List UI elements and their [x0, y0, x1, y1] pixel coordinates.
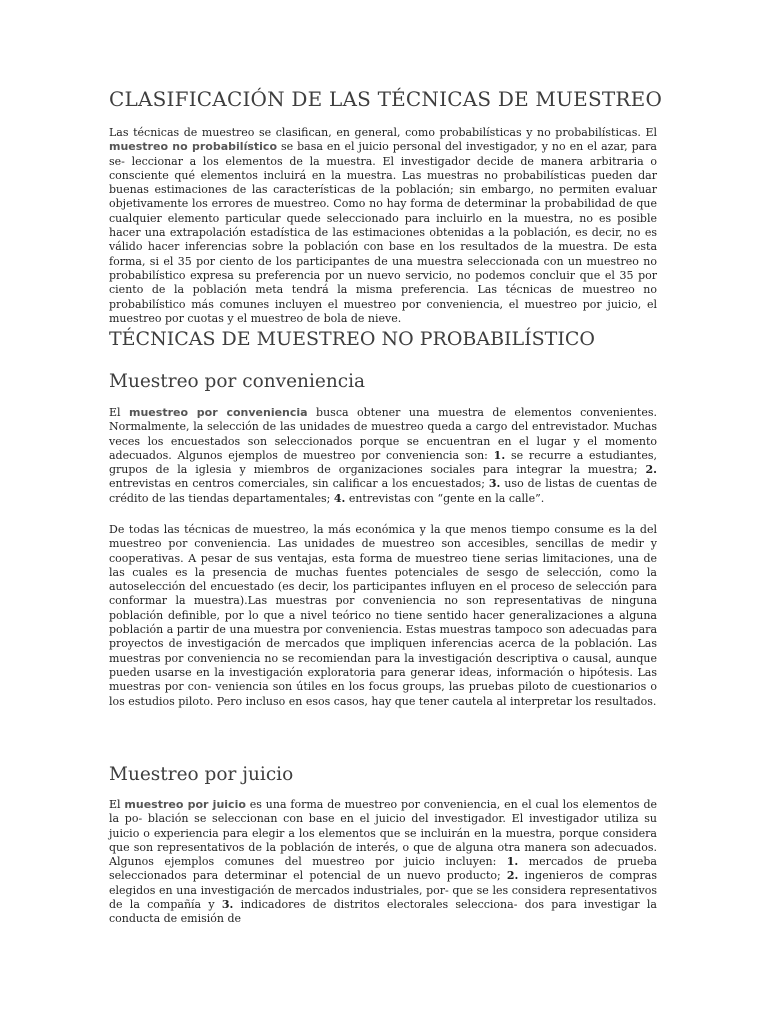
- juicio-paragraph: [109, 798, 657, 927]
- juicio-text-b: es una forma de muestreo por conveniencia, en el cual los elementos de la po- blación se seleccionan con base en el juicio del investigador. El investigador utiliza su juicio o experiencia para elegir a los elementos que se incluirán en la muestra, porque considera que son representativos de la población de interés, o que de alguna otra manera son adecuados. Algunos ejemplos comunes del muestreo por juicio incluyen:: [109, 798, 657, 869]
- conveniencia-paragraph-2: De todas las técnicas de muestreo, la más económica y la que menos tiempo consume es la del muestreo por conveniencia. Las unidades de muestreo son accesibles, sencillas de medir y cooperativas. A pesar de sus ventajas, esta forma de muestreo tiene serias limitaciones, una de las cuales es la presencia de muchas fuentes potenciales de sesgo de selección, como la autoselección del encuestado (es decir, los participantes influyen en el proceso de selección para conformar la muestra).Las muestras por conveniencia no son representativas de ninguna población definible, por lo que a nivel teórico no tiene sentido hacer generalizaciones a alguna población a partir de una muestra por conveniencia. Estas muestras tampoco son adecuadas para proyectos de investigación de mercados que impliquen inferencias acerca de la población. Las muestras por conveniencia no se recomiendan para la investigación descriptiva o causal, aunque pueden usarse en la investigación exploratoria para generar ideas, información o hipótesis. Las muestras por con- veniencia son útiles en los focus groups, las pruebas piloto de cuestionarios o los estudios piloto. Pero incluso en esos casos, hay que tener cautela al interpretar los resultados.: [109, 523, 657, 708]
- list-number: 2.: [506, 869, 519, 883]
- keyword-muestreo-no-probabilistico: muestreo no probabilístico: [109, 140, 277, 154]
- list-text: indicadores de distritos electorales selecciona- dos para investigar la conducta de emisión de: [109, 898, 657, 926]
- conveniencia-paragraph-1: [109, 406, 657, 506]
- intro-text-b: se basa en el juicio personal del investigador, y no en el azar, para se- leccionar a los elementos de la muestra. El investigador decide de manera arbitraria o consciente qué elementos incluirá en la muestra. Las muestras no probabilísticas pueden dar buenas estimaciones de las características de la población; sin embargo, no permiten evaluar objetivamente los errores de muestreo. Como no hay forma de determinar la probabilidad de que cualquier elemento particular quede seleccionado para incluirlo en la muestra, no es posible hacer una extrapolación estadística de las estimaciones obtenidas a la población, es decir, no es válido hacer inferencias sobre la población con base en los resultados de la muestra. De esta forma, si el 35 por ciento de los participantes de una muestra seleccionada con un muestreo no probabilístico expresa su preferencia por un nuevo servicio, no podemos concluir que el 35 por ciento de la población meta tendrá la misma preferencia. Las técnicas de muestreo no probabilístico más comunes incluyen el muestreo por conveniencia, el muestreo por juicio, el muestreo por cuotas y el muestreo de bola de nieve.: [109, 140, 657, 325]
- keyword-muestreo-por-juicio: muestreo por juicio: [124, 798, 246, 811]
- juicio-text-a: El: [109, 798, 125, 811]
- intro-text-a: Las técnicas de muestreo se clasifican, en general, como probabilísticas y no probabilísticas. El: [109, 126, 657, 139]
- list-text: mercados de prueba seleccionados para determinar el potencial de un nuevo producto;: [109, 855, 657, 883]
- list-text: entrevistas con “gente en la calle”.: [345, 491, 545, 505]
- conveniencia-text-b: busca obtener una muestra de elementos convenientes. Normalmente, la selección de las unidades de muestreo queda a cargo del entrevistador. Muchas veces los encuestados son seleccionados porque se encuentran en el lugar y el momento adecuados. Algunos ejemplos de muestreo por conveniencia son:: [109, 406, 657, 462]
- list-number: 3.: [221, 898, 234, 912]
- list-text: ingenieros de compras elegidos en una investigación de mercados industriales, por- que se les considera representativos de la compañía y: [109, 869, 657, 912]
- list-text: uso de listas de cuentas de crédito de las tiendas departamentales;: [109, 477, 657, 505]
- intro-paragraph: [109, 126, 657, 326]
- list-number: 2.: [645, 463, 657, 477]
- heading-conveniencia: Muestreo por conveniencia: [109, 371, 366, 392]
- list-text: se recurre a estudiantes, grupos de la iglesia y miembros de organizaciones sociales para integrar la muestra;: [109, 448, 657, 477]
- list-number: 1.: [493, 448, 506, 462]
- list-number: 1.: [506, 855, 519, 869]
- section-title: TÉCNICAS DE MUESTREO NO PROBABILÍSTICO: [109, 328, 595, 350]
- list-number: 4.: [333, 491, 346, 505]
- list-text: entrevistas en centros comerciales, sin calificar a los encuestados;: [109, 477, 489, 491]
- conveniencia-text-a: El: [109, 406, 130, 419]
- heading-juicio: Muestreo por juicio: [109, 764, 294, 785]
- page-title: CLASIFICACIÓN DE LAS TÉCNICAS DE MUESTREO: [109, 87, 663, 111]
- keyword-muestreo-por-conveniencia: muestreo por conveniencia: [129, 406, 308, 419]
- list-number: 3.: [488, 477, 501, 491]
